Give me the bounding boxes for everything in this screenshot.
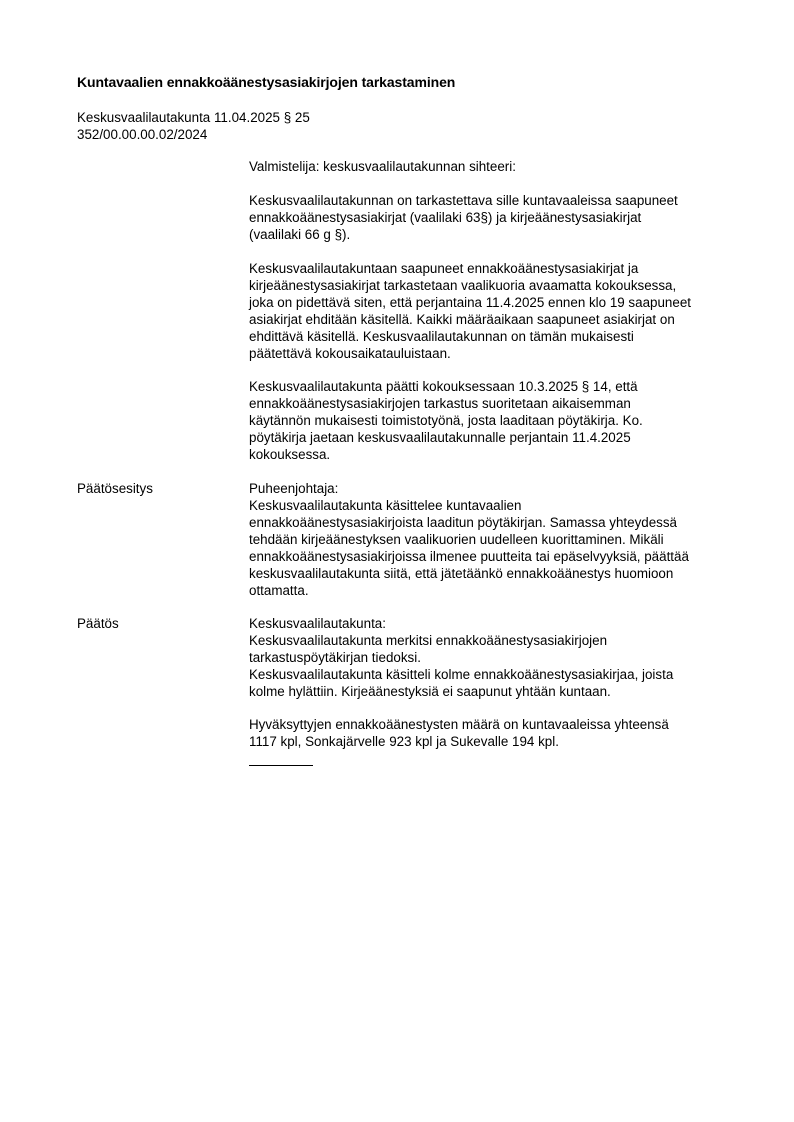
summary-text: Hyväksyttyjen ennakkoäänestysten määrä on kuntavaaleissa yhteensä 1117 kpl, Sonkajärvelle 923 kpl ja Sukevalle 194 kpl. [249,717,669,749]
preparation-paragraph-1 [249,192,749,243]
decision-text: Keskusvaalilautakunta merkitsi ennakkoäänestysasiakirjojen tarkastuspöytäkirjan tiedoksi. Keskusvaalilautakunta käsitteli kolme ennakkoäänestysasiakirjaa, joista kolme hylättiin. Kirjeäänestyksiä ei saapunut yhtään kuntaan. [249,633,674,699]
preparation-paragraph-3 [249,378,749,463]
decision-heading: Keskusvaalilautakunta: [249,616,386,631]
preparer-line [249,158,749,175]
proposal-heading: Puheenjohtaja: [249,481,339,496]
meeting-line: Keskusvaalilautakunta 11.04.2025 § 25 [77,110,310,125]
proposal-section [249,480,749,599]
decision-summary [249,716,749,750]
paragraph-text: Keskusvaalilautakunnan on tarkastettava sille kuntavaaleissa saapuneet ennakkoäänestysasiakirjat (vaalilaki 63§) ja kirjeäänestysasiakirjat (vaalilaki 66 g §). [249,193,678,242]
paragraph-text: Keskusvaalilautakunta päätti kokouksessaan 10.3.2025 § 14, että ennakkoäänestysasiakirjojen tarkastus suoritetaan aikaisemman käytännön mukaisesti toimistotyönä, josta laaditaan pöytäkirja. Ko. pöytäkirja jaetaan keskusvaalilautakunnalle perjantain 11.4.2025 kokouksessa. [249,379,643,462]
proposal-text: Keskusvaalilautakunta käsittelee kuntavaalien ennakkoäänestysasiakirjoista laaditun pöytäkirjan. Samassa yhteydessä tehdään kirjeäänestyksen vaalikuorien uudelleen kuorittaminen. Mikäli ennakkoäänestysasiakirjoissa ilmenee puutteita tai epäselvyyksiä, päättää keskusvaalilautakunta siitä, että jätetäänkö ennakkoäänestys huomioon ottamatta. [249,498,689,598]
decision-section [249,615,749,700]
proposal-label: Päätösesitys [77,481,153,496]
paragraph-text: Keskusvaalilautakuntaan saapuneet ennakkoäänestysasiakirjat ja kirjeäänestysasiakirjat tarkastetaan vaalikuoria avaamatta kokouksessa, joka on pidettävä siten, että perjantaina 11.4.2025 ennen klo 19 saapuneet asiakirjat ehditään käsitellä. Kaikki määräaikaan saapuneet asiakirjat on ehdittävä käsitellä. Keskusvaalilautakunnan on tämän mukaisesti päätettävä kokousaikatauluistaan. [249,261,691,361]
end-rule [249,765,313,766]
preparation-paragraph-2 [249,260,749,362]
document-title: Kuntavaalien ennakkoäänestysasiakirjojen tarkastaminen [77,74,456,90]
record-number: 352/00.00.00.02/2024 [77,127,208,142]
preparer-text: Valmistelija: keskusvaalilautakunnan sihteeri: [249,159,516,174]
decision-label: Päätös [77,616,119,631]
